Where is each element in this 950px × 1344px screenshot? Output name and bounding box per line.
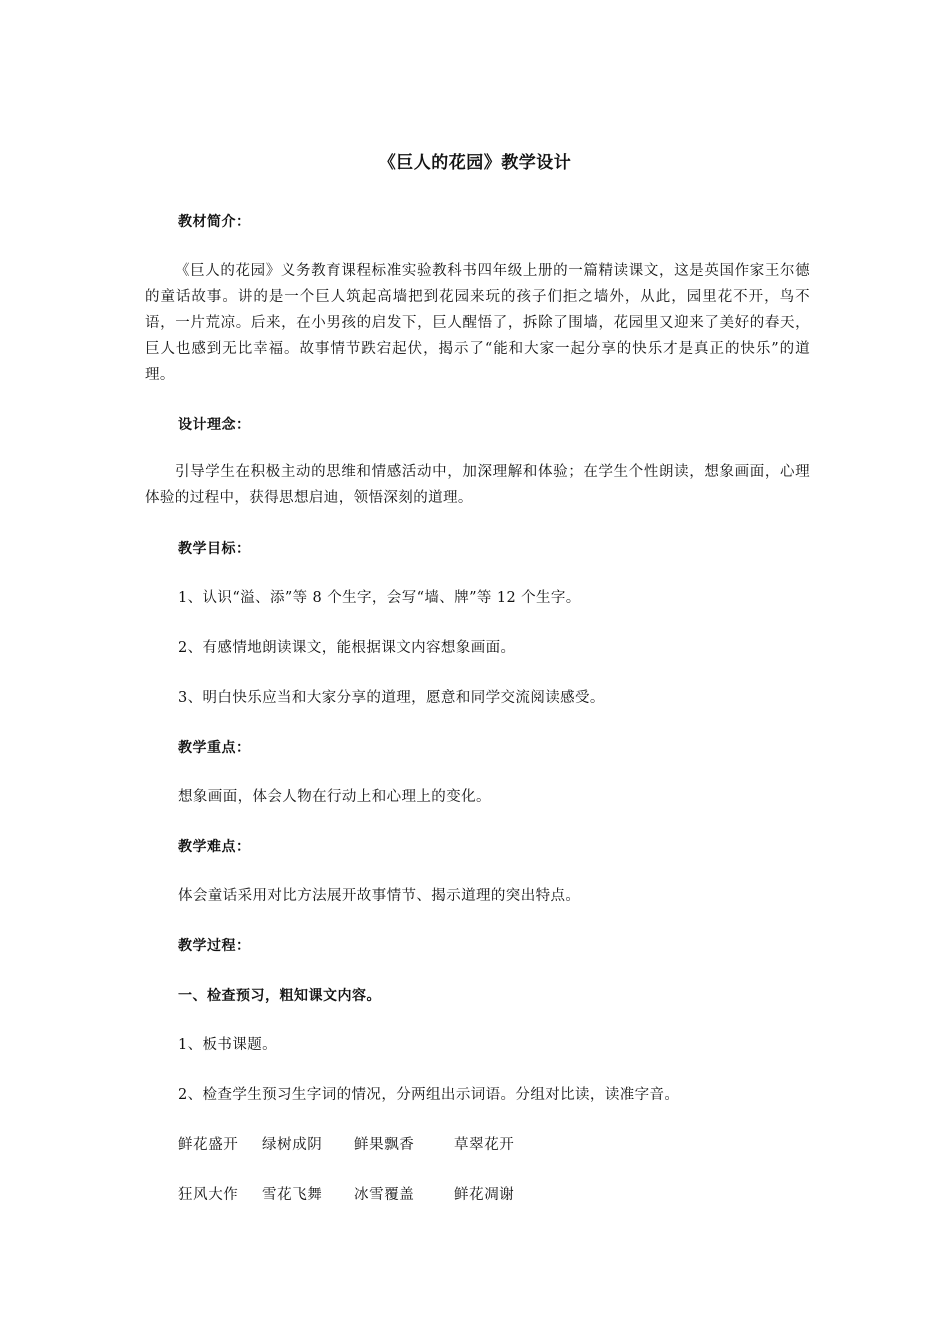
- key-point-text: 想象画面，体会人物在行动上和心理上的变化。: [178, 789, 491, 805]
- concept-paragraph: 引导学生在积极主动的思维和情感活动中，加深理解和体验；在学生个性朗读，想象画面，心理体验的过程中，获得思想启迪，领悟深刻的道理。: [145, 464, 810, 506]
- word: 鲜花凋谢: [454, 1187, 515, 1203]
- difficulty-text: 体会童话采用对比方法展开故事情节、揭示道理的突出特点。: [178, 888, 581, 904]
- word: 草翠花开: [454, 1137, 515, 1153]
- goals-heading: 教学目标：: [178, 541, 251, 557]
- concept-heading: 设计理念：: [178, 417, 251, 433]
- intro-paragraph: 《巨人的花园》义务教育课程标准实验教科书四年级上册的一篇精读课文，这是英国作家王尔德的童话故事。讲的是一个巨人筑起高墙把到花园来玩的孩子们拒之墙外，从此，园里花不开，鸟不语，一片荒凉。后来，在小男孩的启发下，巨人醒悟了，拆除了围墙，花园里又迎来了美好的春天，巨人也感到无比幸福。故事情节跌宕起伏，揭示了“能和大家一起分享的快乐才是真正的快乐”的道理。: [145, 263, 810, 383]
- word: 冰雪覆盖: [354, 1187, 415, 1203]
- word: 绿树成阴: [262, 1137, 323, 1153]
- goal-item-1: 1、认识“溢、添”等 8 个生字，会写“墙、牌”等 12 个生字。: [178, 590, 581, 606]
- word: 鲜花盛开: [178, 1137, 239, 1153]
- step1-item-2: 2、检查学生预习生字词的情况，分两组出示词语。分组对比读，读准字音。: [178, 1087, 680, 1103]
- process-heading: 教学过程：: [178, 938, 251, 954]
- step1-heading: 一、检查预习，粗知课文内容。: [178, 988, 381, 1004]
- document-title: 《巨人的花园》教学设计: [378, 153, 572, 173]
- difficulty-heading: 教学难点：: [178, 839, 251, 855]
- intro-heading: 教材简介：: [178, 214, 251, 230]
- goal-item-2: 2、有感情地朗读课文，能根据课文内容想象画面。: [178, 640, 516, 656]
- step1-item-1: 1、板书课题。: [178, 1037, 278, 1053]
- key-point-heading: 教学重点：: [178, 740, 251, 756]
- word: 狂风大作: [178, 1187, 239, 1203]
- goal-item-3: 3、明白快乐应当和大家分享的道理，愿意和同学交流阅读感受。: [178, 690, 605, 706]
- word: 鲜果飘香: [354, 1137, 415, 1153]
- word: 雪花飞舞: [262, 1187, 323, 1203]
